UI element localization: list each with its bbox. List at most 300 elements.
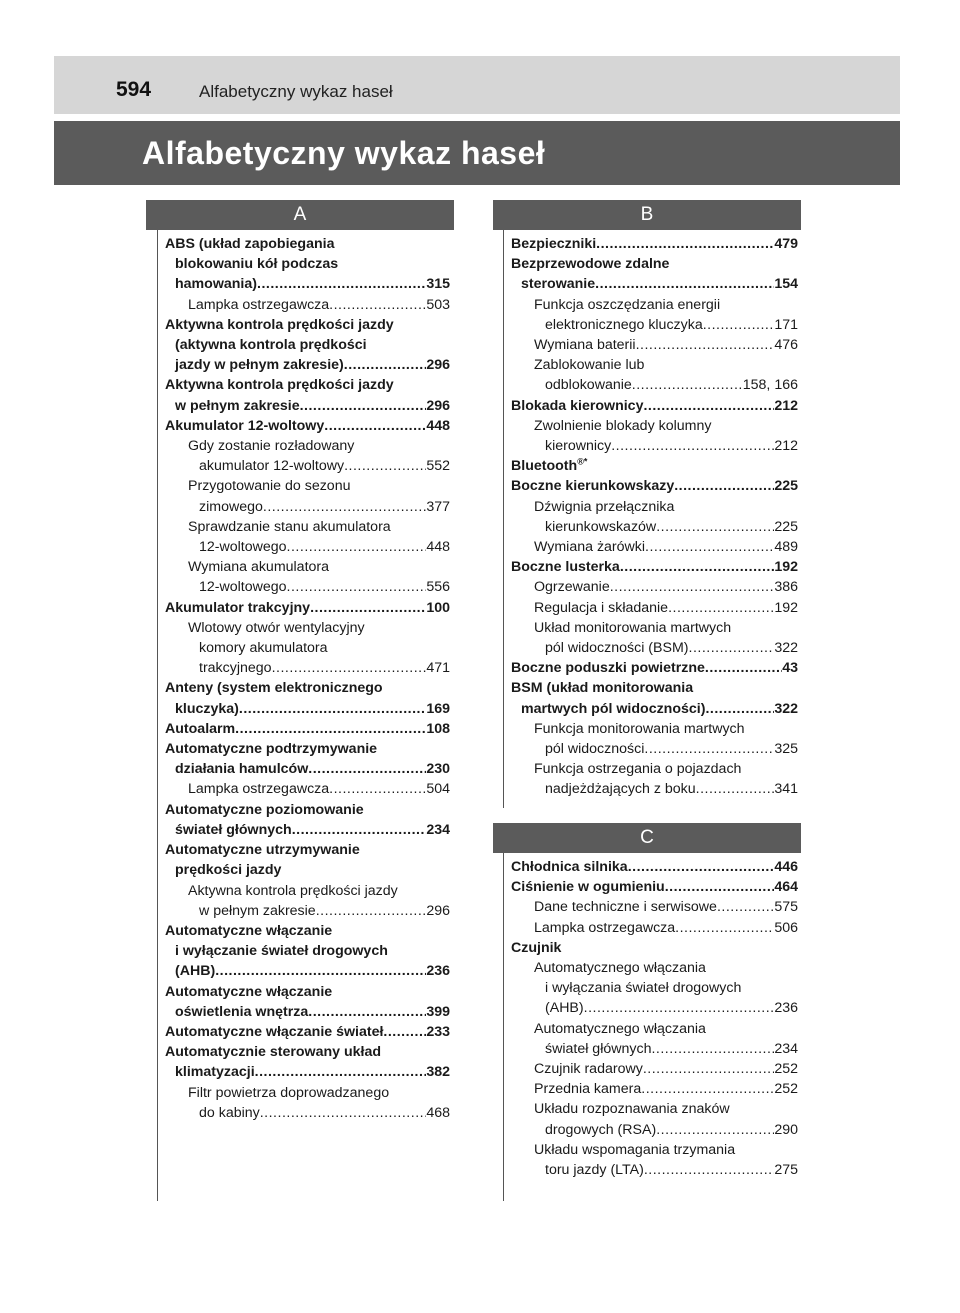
entry-text: Czujnik bbox=[511, 939, 562, 956]
page-reference[interactable]: 158, 166 bbox=[742, 377, 798, 394]
leader-dots bbox=[300, 396, 427, 416]
leader-dots bbox=[255, 1062, 427, 1082]
page-reference[interactable]: 108 bbox=[426, 720, 450, 737]
entry-text: Aktywna kontrola prędkości jazdy bbox=[165, 316, 394, 333]
page-reference[interactable]: 504 bbox=[426, 781, 450, 798]
subentry-line bbox=[511, 1099, 798, 1119]
entry-heading-line bbox=[165, 719, 450, 739]
page-reference[interactable]: 552 bbox=[426, 458, 450, 475]
entry-text: Regulacja i składanie bbox=[534, 599, 669, 616]
page-reference[interactable]: 503 bbox=[426, 296, 450, 313]
leader-dots bbox=[643, 1059, 775, 1079]
leader-dots bbox=[235, 719, 426, 739]
entry-text: Sprawdzanie stanu akumulatora bbox=[188, 518, 391, 535]
leader-dots bbox=[215, 961, 426, 981]
entry-text: ABS (układ zapobiegania bbox=[165, 236, 335, 252]
entry-heading-line bbox=[165, 1022, 450, 1042]
leader-dots bbox=[705, 699, 774, 719]
leader-dots bbox=[696, 779, 775, 799]
index-list-b bbox=[511, 234, 798, 800]
page-reference[interactable]: 154 bbox=[774, 276, 798, 293]
entry-text: Aktywna kontrola prędkości jazdy bbox=[188, 882, 398, 899]
subentry-line bbox=[165, 577, 450, 597]
leader-dots bbox=[308, 1002, 426, 1022]
page-reference[interactable]: 252 bbox=[774, 1061, 798, 1078]
entry-heading-line bbox=[511, 396, 798, 416]
entry-text: (AHB) bbox=[175, 963, 216, 980]
entry-heading-line bbox=[165, 355, 450, 375]
leader-dots bbox=[610, 577, 775, 597]
index-entry bbox=[511, 678, 798, 799]
entry-text: odblokowanie bbox=[545, 377, 632, 394]
entry-text: Dane techniczne i serwisowe bbox=[534, 899, 717, 916]
entry-text: Automatyczne podtrzymywanie bbox=[165, 741, 378, 758]
page-reference[interactable]: 169 bbox=[426, 700, 450, 717]
entry-text: Chłodnica silnika bbox=[511, 859, 628, 875]
entry-text: Funkcja oszczędzania energii bbox=[534, 296, 721, 313]
entry-text: Automatyczne poziomowanie bbox=[165, 801, 364, 818]
entry-heading-line bbox=[165, 941, 450, 961]
entry-text: działania hamulców bbox=[175, 761, 309, 778]
index-entry bbox=[165, 739, 450, 800]
subentry-line bbox=[511, 897, 798, 917]
page-reference[interactable]: 382 bbox=[426, 1064, 450, 1081]
leader-dots bbox=[260, 1103, 427, 1123]
page-reference[interactable]: 471 bbox=[426, 660, 450, 677]
leader-dots bbox=[703, 315, 775, 335]
entry-text: pól widoczności bbox=[545, 741, 645, 758]
entry-text: Wymiana żarówki bbox=[534, 539, 646, 556]
index-entry bbox=[511, 658, 798, 678]
entry-heading-line bbox=[511, 254, 798, 274]
index-entry bbox=[165, 234, 450, 315]
page-reference[interactable]: 234 bbox=[774, 1040, 798, 1057]
entry-text: Filtr powietrza doprowadzanego bbox=[188, 1084, 390, 1101]
subentry-line bbox=[511, 759, 798, 779]
subentry-line bbox=[165, 436, 450, 456]
index-entry bbox=[165, 1042, 450, 1123]
index-entry bbox=[165, 1022, 450, 1042]
entry-text: martwych pól widoczności) bbox=[521, 700, 706, 717]
leader-dots bbox=[665, 877, 775, 897]
subentry-line bbox=[511, 335, 798, 355]
entry-heading-line bbox=[165, 598, 450, 618]
page-reference[interactable]: 448 bbox=[426, 417, 450, 434]
subentry-line bbox=[511, 517, 798, 537]
page-reference[interactable]: 296 bbox=[426, 397, 450, 414]
entry-text: hamowania) bbox=[175, 276, 257, 293]
page-reference[interactable]: 322 bbox=[774, 640, 798, 657]
entry-text: nadjeżdżających z boku bbox=[545, 781, 696, 798]
index-entry bbox=[511, 254, 798, 395]
entry-text: kierunkowskazów bbox=[545, 518, 657, 535]
entry-text: akumulator 12-woltowy bbox=[199, 458, 345, 475]
leader-dots bbox=[611, 436, 774, 456]
page-reference[interactable]: 212 bbox=[774, 438, 798, 455]
section-letter-c: C bbox=[493, 823, 801, 853]
subentry-line bbox=[165, 901, 450, 921]
entry-text: Automatyczne utrzymywanie bbox=[165, 842, 360, 859]
leader-dots bbox=[584, 998, 775, 1018]
entry-text: świateł głównych bbox=[175, 821, 292, 838]
leader-dots bbox=[310, 598, 426, 618]
subentry-line bbox=[511, 375, 798, 395]
leader-dots bbox=[287, 577, 427, 597]
entry-heading-line bbox=[165, 982, 450, 1002]
entry-text: pól widoczności (BSM) bbox=[545, 640, 689, 657]
entry-heading-line bbox=[165, 800, 450, 820]
entry-text: trakcyjnego bbox=[199, 660, 272, 677]
entry-text: Funkcja ostrzegania o pojazdach bbox=[534, 761, 742, 778]
entry-heading-line bbox=[165, 961, 450, 981]
subentry-line bbox=[511, 1160, 798, 1180]
entry-text: i wyłączania świateł drogowych bbox=[545, 980, 742, 997]
entry-heading-line bbox=[165, 375, 450, 395]
entry-text: klimatyzacji bbox=[175, 1064, 255, 1081]
leader-dots bbox=[595, 274, 774, 294]
subentry-line bbox=[511, 436, 798, 456]
entry-text: Układu rozpoznawania znaków bbox=[534, 1101, 730, 1118]
entry-text: toru jazdy (LTA) bbox=[545, 1162, 644, 1179]
index-entry bbox=[511, 476, 798, 557]
subentry-line bbox=[511, 1039, 798, 1059]
entry-text: Lampka ostrzegawcza bbox=[188, 296, 330, 313]
subentry-line bbox=[165, 537, 450, 557]
subentry-line bbox=[511, 719, 798, 739]
page-reference[interactable]: 234 bbox=[426, 821, 450, 838]
entry-text: kierownicy bbox=[545, 438, 612, 455]
subentry-line bbox=[511, 779, 798, 799]
page-reference[interactable]: 464 bbox=[774, 879, 798, 896]
page-reference[interactable]: 275 bbox=[774, 1162, 798, 1179]
leader-dots bbox=[641, 1079, 774, 1099]
entry-heading-line bbox=[165, 274, 450, 294]
subentry-line bbox=[511, 1120, 798, 1140]
subentry-line bbox=[511, 638, 798, 658]
page-reference[interactable]: 212 bbox=[774, 397, 798, 414]
entry-heading-line bbox=[165, 678, 450, 698]
entry-text: Bezpieczniki bbox=[511, 236, 597, 252]
leader-dots bbox=[287, 537, 427, 557]
subentry-line bbox=[165, 1103, 450, 1123]
subentry-line bbox=[511, 577, 798, 597]
page-reference[interactable]: 468 bbox=[426, 1104, 450, 1121]
leader-dots bbox=[656, 1120, 774, 1140]
subentry-line bbox=[165, 557, 450, 577]
entry-text: (aktywna kontrola prędkości bbox=[175, 337, 367, 354]
page-reference[interactable]: 290 bbox=[774, 1121, 798, 1138]
page-reference[interactable]: 479 bbox=[774, 236, 798, 252]
entry-text: Wymiana akumulatora bbox=[188, 559, 330, 576]
entry-text: komory akumulatora bbox=[199, 640, 328, 657]
subentry-line bbox=[165, 497, 450, 517]
index-entry bbox=[165, 416, 450, 598]
subentry-line bbox=[511, 998, 798, 1018]
index-entry bbox=[165, 840, 450, 921]
entry-text: Anteny (system elektronicznego bbox=[165, 680, 383, 697]
subentry-line bbox=[165, 476, 450, 496]
page-reference[interactable]: 476 bbox=[774, 337, 798, 354]
subentry-line bbox=[511, 739, 798, 759]
leader-dots bbox=[689, 638, 775, 658]
page-reference[interactable]: 236 bbox=[774, 1000, 798, 1017]
entry-text: Automatycznego włączania bbox=[534, 960, 706, 977]
subentry-line bbox=[511, 1059, 798, 1079]
entry-text: Funkcja monitorowania martwych bbox=[534, 720, 745, 737]
index-entry bbox=[165, 921, 450, 982]
entry-text: Bezprzewodowe zdalne bbox=[511, 256, 670, 273]
leader-dots bbox=[643, 396, 774, 416]
entry-heading-line bbox=[165, 860, 450, 880]
page-reference[interactable]: 386 bbox=[774, 579, 798, 596]
entry-heading-line bbox=[511, 456, 798, 476]
entry-text: Czujnik radarowy bbox=[534, 1061, 643, 1078]
entry-text: jazdy w pełnym zakresie) bbox=[175, 357, 344, 374]
leader-dots bbox=[292, 820, 427, 840]
entry-text: Boczne poduszki powietrzne bbox=[511, 660, 705, 677]
subentry-line bbox=[511, 918, 798, 938]
entry-text: Automatycznego włączania bbox=[534, 1020, 706, 1037]
entry-text: Dźwignia przełącznika bbox=[534, 498, 675, 515]
page-reference[interactable]: 399 bbox=[426, 1003, 450, 1020]
leader-dots bbox=[675, 918, 774, 938]
entry-heading-line bbox=[511, 557, 798, 577]
entry-heading-line bbox=[165, 1062, 450, 1082]
page-reference[interactable]: 192 bbox=[774, 559, 798, 576]
subentry-line bbox=[165, 638, 450, 658]
index-entry bbox=[511, 396, 798, 457]
page-reference[interactable]: 100 bbox=[426, 599, 450, 616]
index-entry bbox=[511, 877, 798, 938]
entry-text: elektronicznego kluczyka bbox=[545, 316, 703, 333]
leader-dots bbox=[596, 234, 774, 254]
entry-text: 12-woltowego bbox=[199, 579, 287, 596]
column-rule-b bbox=[503, 230, 504, 808]
page-reference[interactable]: 233 bbox=[426, 1023, 450, 1040]
leader-dots bbox=[636, 335, 775, 355]
entry-text: Automatycznie sterowany układ bbox=[165, 1044, 382, 1061]
leader-dots bbox=[316, 901, 427, 921]
page-reference[interactable]: 171 bbox=[774, 316, 798, 333]
index-entry bbox=[165, 678, 450, 718]
index-entry bbox=[165, 800, 450, 840]
leader-dots bbox=[668, 598, 774, 618]
page-number: 594 bbox=[116, 78, 152, 101]
entry-text: świateł głównych bbox=[545, 1040, 652, 1057]
entry-text: Bluetooth®* bbox=[511, 456, 588, 475]
subentry-line bbox=[511, 958, 798, 978]
subentry-line bbox=[165, 658, 450, 678]
subentry-line bbox=[511, 1019, 798, 1039]
entry-text: prędkości jazdy bbox=[175, 862, 282, 879]
index-entry bbox=[165, 315, 450, 376]
page-reference[interactable]: 322 bbox=[774, 700, 798, 717]
leader-dots bbox=[717, 897, 774, 917]
page-reference[interactable]: 341 bbox=[774, 781, 798, 798]
subentry-line bbox=[511, 295, 798, 315]
page-reference[interactable]: 377 bbox=[426, 498, 450, 515]
entry-text: oświetlenia wnętrza bbox=[175, 1003, 309, 1020]
column-rule-c bbox=[503, 853, 504, 1201]
page-reference[interactable]: 230 bbox=[426, 761, 450, 778]
leader-dots bbox=[628, 857, 775, 877]
entry-text: Układ monitorowania martwych bbox=[534, 619, 732, 636]
index-entry bbox=[511, 456, 798, 476]
entry-text: Aktywna kontrola prędkości jazdy bbox=[165, 377, 394, 394]
entry-text: (AHB) bbox=[545, 1000, 584, 1017]
subentry-line bbox=[511, 598, 798, 618]
leader-dots bbox=[644, 739, 774, 759]
entry-text: blokowaniu kół podczas bbox=[175, 256, 339, 273]
entry-heading-line bbox=[511, 274, 798, 294]
page-reference[interactable]: 489 bbox=[774, 539, 798, 556]
page-reference[interactable]: 448 bbox=[426, 539, 450, 556]
subentry-line bbox=[165, 779, 450, 799]
index-entry bbox=[165, 598, 450, 679]
page-reference[interactable]: 315 bbox=[426, 276, 450, 293]
entry-text: kluczyka) bbox=[175, 700, 239, 717]
entry-heading-line bbox=[511, 938, 798, 958]
entry-heading-line bbox=[165, 759, 450, 779]
running-title: Alfabetyczny wykaz haseł bbox=[199, 82, 393, 101]
leader-dots bbox=[308, 759, 426, 779]
leader-dots bbox=[632, 375, 743, 395]
entry-heading-line bbox=[165, 1042, 450, 1062]
entry-heading-line bbox=[165, 315, 450, 335]
page-reference[interactable]: 236 bbox=[426, 963, 450, 980]
entry-text: Blokada kierownicy bbox=[511, 397, 644, 414]
subentry-line bbox=[511, 315, 798, 335]
index-entry bbox=[165, 375, 450, 415]
entry-text: Przygotowanie do sezonu bbox=[188, 478, 351, 495]
leader-dots bbox=[344, 355, 427, 375]
entry-text: Boczne lusterka bbox=[511, 559, 620, 576]
entry-text: Autoalarm bbox=[165, 720, 236, 737]
entry-heading-line bbox=[511, 857, 798, 877]
leader-dots bbox=[239, 699, 426, 719]
leader-dots bbox=[263, 497, 426, 517]
subentry-line bbox=[511, 416, 798, 436]
entry-heading-line bbox=[165, 254, 450, 274]
leader-dots bbox=[644, 1160, 775, 1180]
leader-dots bbox=[656, 517, 774, 537]
entry-text: w pełnym zakresie bbox=[199, 902, 316, 919]
leader-dots bbox=[257, 274, 426, 294]
entry-heading-line bbox=[165, 699, 450, 719]
entry-text: Wlotowy otwór wentylacyjny bbox=[188, 619, 365, 636]
index-entry bbox=[511, 857, 798, 877]
leader-dots bbox=[329, 779, 426, 799]
leader-dots bbox=[272, 658, 427, 678]
entry-text: i wyłączanie świateł drogowych bbox=[175, 943, 388, 960]
entry-heading-line bbox=[511, 678, 798, 698]
entry-text: Ogrzewanie bbox=[534, 579, 610, 596]
entry-text: Boczne kierunkowskazy bbox=[511, 478, 675, 495]
entry-text: Gdy zostanie rozładowany bbox=[188, 438, 355, 455]
leader-dots bbox=[651, 1039, 774, 1059]
page-reference[interactable]: 225 bbox=[774, 478, 798, 495]
entry-text: Przednia kamera bbox=[534, 1081, 642, 1098]
subentry-line bbox=[165, 881, 450, 901]
page-title: Alfabetyczny wykaz haseł bbox=[142, 135, 546, 171]
entry-text: Akumulator 12-woltowy bbox=[165, 417, 325, 434]
page-reference[interactable]: 325 bbox=[774, 741, 798, 758]
entry-heading-line bbox=[511, 476, 798, 496]
entry-text: w pełnym zakresie bbox=[175, 397, 300, 414]
index-entry bbox=[511, 938, 798, 1180]
entry-heading-line bbox=[511, 877, 798, 897]
leader-dots bbox=[329, 295, 426, 315]
entry-heading-line bbox=[511, 658, 798, 678]
entry-text: sterowanie bbox=[521, 276, 596, 293]
page-reference[interactable]: 296 bbox=[426, 902, 450, 919]
entry-heading-line bbox=[165, 820, 450, 840]
entry-text: drogowych (RSA) bbox=[545, 1121, 657, 1138]
entry-text: 12-woltowego bbox=[199, 539, 287, 556]
leader-dots bbox=[344, 456, 426, 476]
index-list-c bbox=[511, 857, 798, 1180]
entry-text: zimowego bbox=[199, 498, 263, 515]
subentry-line bbox=[511, 618, 798, 638]
index-entry bbox=[511, 557, 798, 658]
leader-dots bbox=[705, 658, 782, 678]
page-reference[interactable]: 506 bbox=[774, 919, 798, 936]
subentry-line bbox=[165, 295, 450, 315]
subentry-line bbox=[511, 1140, 798, 1160]
page-reference[interactable]: 192 bbox=[774, 599, 798, 616]
leader-dots bbox=[674, 476, 774, 496]
page-reference[interactable]: 556 bbox=[426, 579, 450, 596]
page-reference[interactable]: 43 bbox=[782, 660, 798, 677]
column-rule-a bbox=[157, 230, 158, 1201]
subentry-line bbox=[511, 1079, 798, 1099]
entry-text: Zwolnienie blokady kolumny bbox=[534, 417, 712, 434]
index-entry bbox=[165, 982, 450, 1022]
entry-heading-line bbox=[165, 739, 450, 759]
subentry-line bbox=[511, 537, 798, 557]
page-reference[interactable]: 296 bbox=[426, 357, 450, 374]
page-reference[interactable]: 446 bbox=[774, 859, 798, 875]
entry-text: Wymiana baterii bbox=[534, 337, 636, 354]
subentry-line bbox=[165, 1083, 450, 1103]
subentry-line bbox=[511, 355, 798, 375]
page-reference[interactable]: 252 bbox=[774, 1081, 798, 1098]
page-reference[interactable]: 575 bbox=[774, 899, 798, 916]
entry-heading-line bbox=[165, 1002, 450, 1022]
entry-text: Automatyczne włączanie bbox=[165, 983, 333, 1000]
index-list-a bbox=[165, 234, 450, 1123]
page-reference[interactable]: 225 bbox=[774, 518, 798, 535]
subentry-line bbox=[165, 517, 450, 537]
running-header bbox=[54, 56, 900, 114]
entry-heading-line bbox=[511, 234, 798, 254]
subentry-line bbox=[165, 618, 450, 638]
section-letter-a: A bbox=[146, 200, 454, 230]
leader-dots bbox=[383, 1022, 426, 1042]
leader-dots bbox=[645, 537, 774, 557]
leader-dots bbox=[620, 557, 775, 577]
entry-heading-line bbox=[165, 335, 450, 355]
subentry-line bbox=[165, 456, 450, 476]
entry-text: Układu wspomagania trzymania bbox=[534, 1141, 736, 1158]
entry-text: Zablokowanie lub bbox=[534, 357, 645, 374]
subentry-line bbox=[511, 978, 798, 998]
section-letter-b: B bbox=[493, 200, 801, 230]
entry-heading-line bbox=[165, 396, 450, 416]
entry-heading-line bbox=[165, 416, 450, 436]
entry-heading-line bbox=[165, 234, 450, 254]
leader-dots bbox=[324, 416, 426, 436]
